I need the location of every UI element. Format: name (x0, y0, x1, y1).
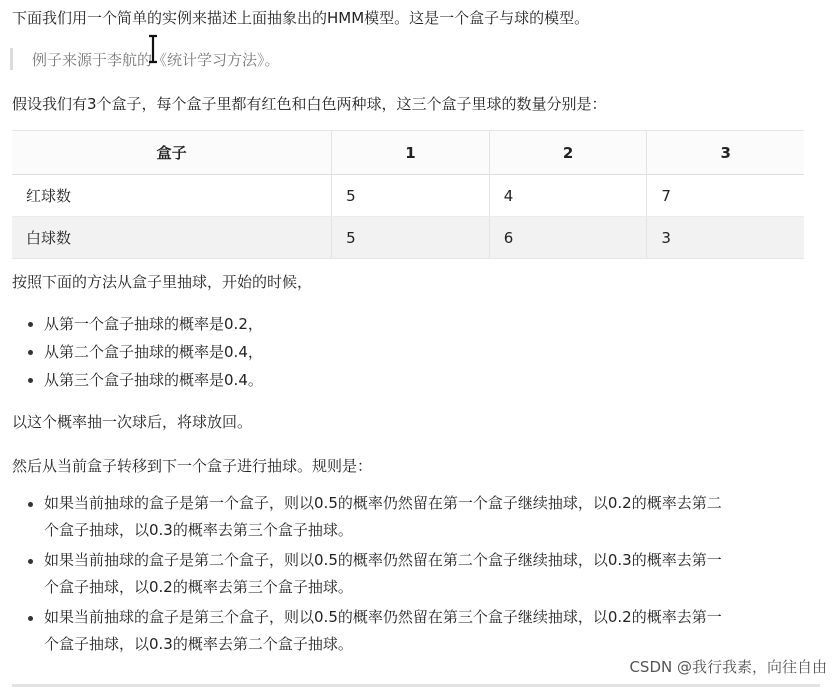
table-row (12, 217, 804, 259)
bottom-divider (12, 684, 820, 687)
list-item-text-line2: 个盒子抽球，以0.2的概率去第三个盒子抽球。 (44, 578, 353, 596)
table-row (12, 175, 804, 217)
table-cell: 3 (647, 217, 804, 259)
table-header-cell: 3 (647, 131, 804, 175)
bullet-icon (28, 322, 33, 327)
intro-paragraph: 下面我们用一个简单的实例来描述上面抽象出的HMM模型。这是一个盒子与球的模型。 (12, 9, 590, 27)
table-header-cell: 1 (332, 131, 490, 175)
table-header-row (12, 131, 804, 175)
csdn-watermark: CSDN @我行我素，向往自由 (629, 658, 827, 676)
blockquote-text: 例子来源于李航的《统计学习方法》。 (32, 51, 280, 69)
table-cell: 红球数 (12, 175, 332, 217)
list-item (0, 604, 722, 658)
list-item-text-line2: 个盒子抽球，以0.3的概率去第三个盒子抽球。 (44, 521, 353, 539)
list-item (0, 338, 263, 366)
bullet-icon (28, 350, 33, 355)
table-cell: 5 (332, 217, 490, 259)
table-cell: 白球数 (12, 217, 332, 259)
bullet-icon (28, 616, 33, 621)
table-header-cell: 2 (489, 131, 647, 175)
table-cell: 5 (332, 175, 490, 217)
table-cell: 4 (489, 175, 647, 217)
table-cell: 7 (647, 175, 804, 217)
list-item (0, 310, 263, 338)
blockquote-bar (10, 48, 13, 70)
table-header-cell: 盒子 (12, 131, 332, 175)
list-item-text-line1: 如果当前抽球的盒子是第二个盒子，则以0.5的概率仍然留在第二个盒子继续抽球，以0.3的概率去第一 (44, 551, 722, 569)
bullet-icon (28, 559, 33, 564)
table-cell: 6 (489, 217, 647, 259)
list-item-text: 从第二个盒子抽球的概率是0.4， (44, 343, 263, 361)
transfer-intro-paragraph: 然后从当前盒子转移到下一个盒子进行抽球。规则是： (12, 457, 373, 475)
list-item-text: 从第三个盒子抽球的概率是0.4。 (44, 371, 263, 389)
bullet-icon (28, 378, 33, 383)
method-intro-paragraph: 按照下面的方法从盒子里抽球，开始的时候， (12, 273, 313, 291)
list-item-text-line1: 如果当前抽球的盒子是第一个盒子，则以0.5的概率仍然留在第一个盒子继续抽球，以0.2的概率去第二 (44, 494, 722, 512)
list-item (0, 490, 722, 544)
initial-probability-list (0, 310, 263, 394)
setup-paragraph: 假设我们有3个盒子，每个盒子里都有红色和白色两种球，这三个盒子里球的数量分别是： (12, 95, 607, 113)
list-item (0, 366, 263, 394)
list-item-text-line2: 个盒子抽球，以0.3的概率去第二个盒子抽球。 (44, 635, 353, 653)
list-item-text-line1: 如果当前抽球的盒子是第三个盒子，则以0.5的概率仍然留在第三个盒子继续抽球，以0.2的概率去第一 (44, 608, 722, 626)
list-item-text: 从第一个盒子抽球的概率是0.2， (44, 315, 263, 333)
bullet-icon (28, 502, 33, 507)
ball-count-table (12, 130, 804, 259)
after-draw-paragraph: 以这个概率抽一次球后，将球放回。 (12, 413, 253, 431)
transition-rules-list (0, 490, 722, 661)
text-cursor-icon (146, 34, 160, 64)
list-item (0, 547, 722, 601)
